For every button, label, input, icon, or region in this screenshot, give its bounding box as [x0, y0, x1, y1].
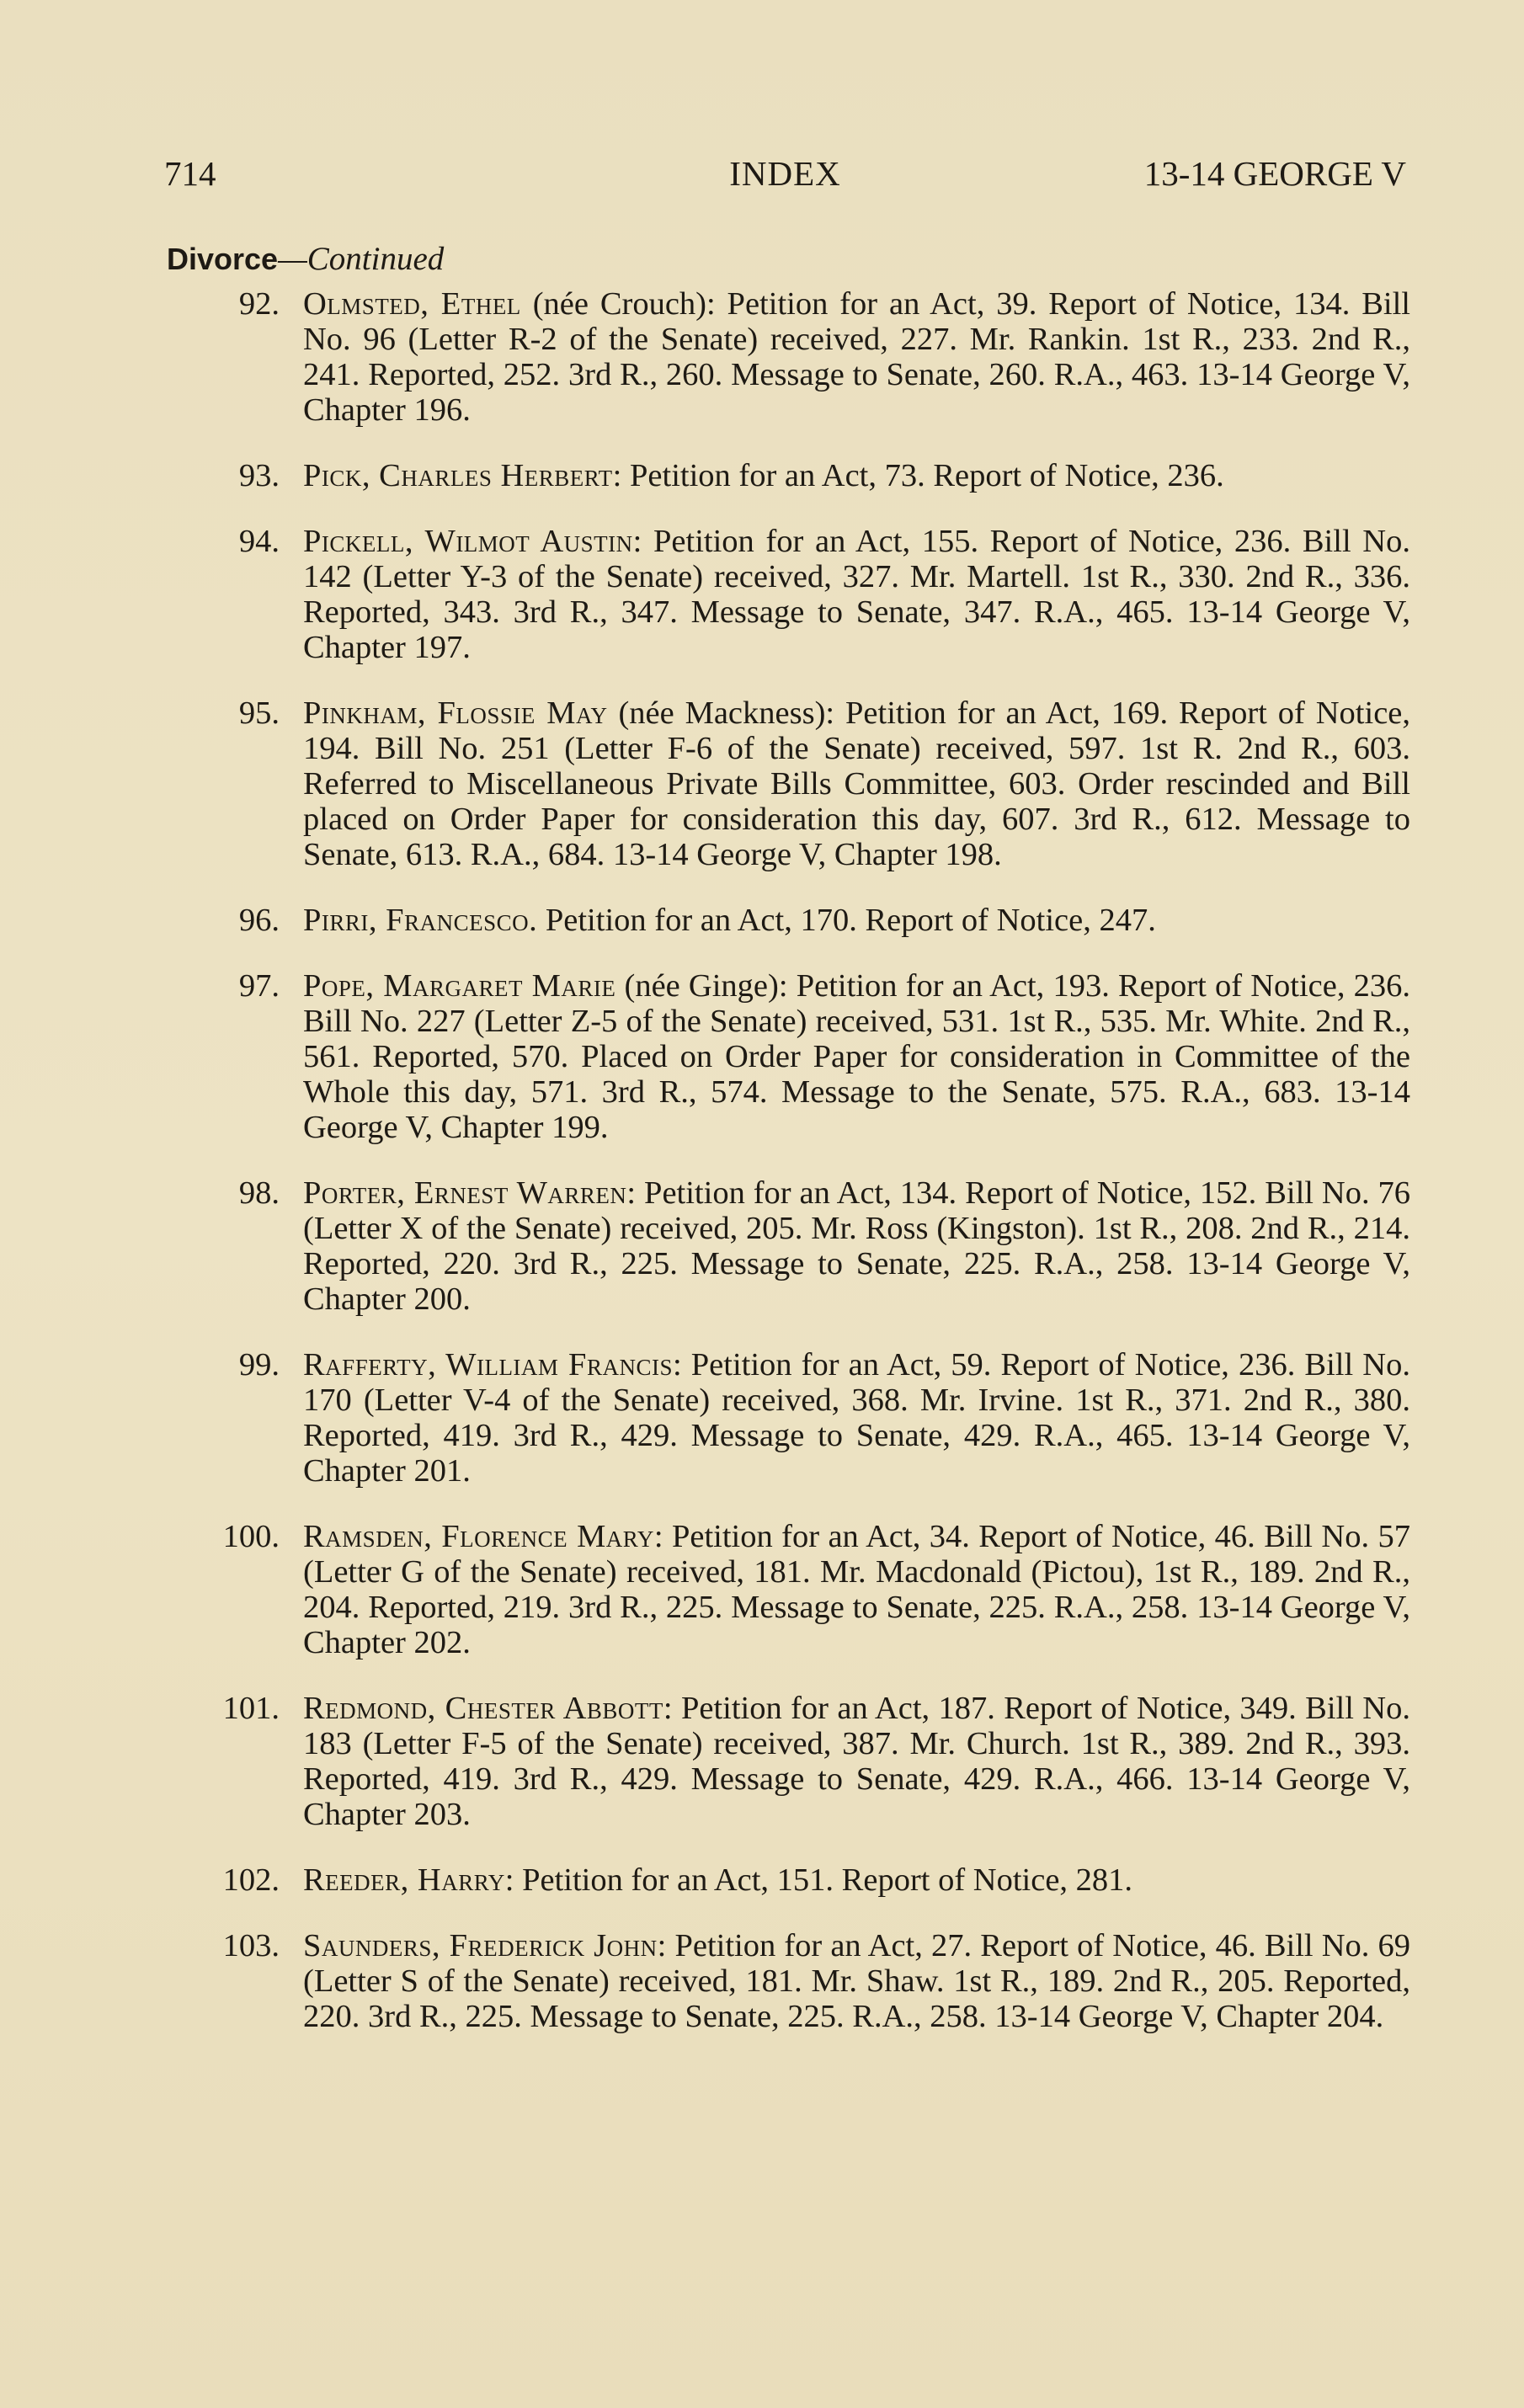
index-entry [168, 1519, 1410, 1660]
index-entry [168, 903, 1410, 938]
section-heading-continued: —Continued [278, 241, 445, 277]
page-title: INDEX [729, 154, 841, 193]
session-label: 13-14 GEORGE V [1143, 154, 1406, 193]
entry-name: Reeder, Harry [303, 1862, 505, 1898]
index-entry [168, 458, 1410, 493]
index-entry [168, 1928, 1410, 2034]
entry-name: Rafferty, William Francis [303, 1347, 673, 1382]
section-heading-title: Divorce [167, 242, 279, 276]
index-entry [168, 968, 1410, 1145]
entry-name: Pick, Charles Herbert [303, 458, 613, 493]
index-entry [168, 695, 1410, 872]
index-entry [168, 1862, 1410, 1898]
entry-name: Pinkham, Flossie May [303, 695, 608, 731]
index-entry [168, 1175, 1410, 1317]
entry-text: : Petition for an Act, 187. Report of Notice, 349. Bill No. 183 (Letter F-5 of the Senate) received, 387. Mr. Church. 1st R., 389. 2nd R., 393. Reported, 419. 3rd R., 429. Message to Senate, 429. R.A., 466. 13-14 George V, Chapter 203. [303, 1691, 1410, 1832]
entry-number: 92. [238, 286, 280, 322]
entry-text: (née Crouch): Petition for an Act, 39. Report of Notice, 134. Bill No. 96 (Letter R-2 of the Senate) received, 227. Mr. Rankin. 1st R., 233. 2nd R., 241. Reported, 252. 3rd R., 260. Message to Senate, 260. R.A., 463. 13-14 George V, Chapter 196. [303, 286, 1410, 428]
entry-number: 94. [238, 524, 280, 559]
entry-name: Pope, Margaret Marie [303, 968, 616, 1004]
entry-name: Ramsden, Florence Mary [303, 1519, 654, 1554]
entry-text: : Petition for an Act, 27. Report of Notice, 46. Bill No. 69 (Letter S of the Senate) received, 181. Mr. Shaw. 1st R., 189. 2nd R., 205. Reported, 220. 3rd R., 225. Message to Senate, 225. R.A., 258. 13-14 George V, Chapter 204. [303, 1928, 1410, 2034]
entry-number: 102. [222, 1862, 280, 1898]
index-entry-list [168, 286, 1410, 2064]
index-entry [168, 1347, 1410, 1489]
entry-name: Olmsted, Ethel [303, 286, 521, 322]
entry-text: Petition for an Act, 170. Report of Notice, 247. [537, 903, 1156, 938]
entry-name: Pirri, Francesco. [303, 903, 538, 938]
entry-number: 99. [238, 1347, 280, 1382]
entry-name: Pickell, Wilmot Austin [303, 524, 633, 559]
entry-number: 97. [238, 968, 280, 1004]
entry-text: : Petition for an Act, 34. Report of Notice, 46. Bill No. 57 (Letter G of the Senate) received, 181. Mr. Macdonald (Pictou), 1st R., 189. 2nd R., 204. Reported, 219. 3rd R., 225. Message to Senate, 225. R.A., 258. 13-14 George V, Chapter 202. [303, 1519, 1410, 1660]
entry-number: 98. [238, 1175, 280, 1211]
entry-name: Porter, Ernest Warren [303, 1175, 627, 1211]
entry-text: : Petition for an Act, 59. Report of Notice, 236. Bill No. 170 (Letter V-4 of the Senate) received, 368. Mr. Irvine. 1st R., 371. 2nd R., 380. Reported, 419. 3rd R., 429. Message to Senate, 429. R.A., 465. 13-14 George V, Chapter 201. [303, 1347, 1410, 1489]
entry-text: : Petition for an Act, 73. Report of Notice, 236. [612, 458, 1224, 493]
entry-name: Saunders, Frederick John [303, 1928, 658, 1963]
entry-number: 101. [222, 1691, 280, 1726]
entry-text: : Petition for an Act, 134. Report of Notice, 152. Bill No. 76 (Letter X of the Senate) received, 205. Mr. Ross (Kingston). 1st R., 208. 2nd R., 214. Reported, 220. 3rd R., 225. Message to Senate, 225. R.A., 258. 13-14 George V, Chapter 200. [303, 1175, 1410, 1317]
entry-number: 100. [222, 1519, 280, 1554]
index-entry [168, 286, 1410, 428]
section-heading [167, 240, 444, 278]
running-head [164, 153, 1406, 195]
entry-name: Redmond, Chester Abbott [303, 1691, 663, 1726]
entry-number: 96. [238, 903, 280, 938]
entry-number: 103. [222, 1928, 280, 1963]
entry-text: : Petition for an Act, 151. Report of Notice, 281. [504, 1862, 1133, 1898]
entry-text: (née Ginge): Petition for an Act, 193. Report of Notice, 236. Bill No. 227 (Letter Z-5 of the Senate) received, 531. 1st R., 535. Mr. White. 2nd R., 561. Reported, 570. Placed on Order Paper for consideration in Committee of the Whole this day, 571. 3rd R., 574. Message to the Senate, 575. R.A., 683. 13-14 George V, Chapter 199. [303, 968, 1411, 1145]
page-number: 714 [164, 154, 216, 193]
entry-number: 93. [238, 458, 280, 493]
index-entry [168, 524, 1410, 665]
entry-text: : Petition for an Act, 155. Report of Notice, 236. Bill No. 142 (Letter Y-3 of the Senate) received, 327. Mr. Martell. 1st R., 330. 2nd R., 336. Reported, 343. 3rd R., 347. Message to Senate, 347. R.A., 465. 13-14 George V, Chapter 197. [303, 524, 1410, 665]
index-entry [168, 1691, 1410, 1832]
entry-number: 95. [238, 695, 280, 731]
entry-text: (née Mackness): Petition for an Act, 169. Report of Notice, 194. Bill No. 251 (Letter F-6 of the Senate) received, 597. 1st R. 2nd R., 603. Referred to Miscellaneous Private Bills Committee, 603. Order rescinded and Bill placed on Order Paper for consideration this day, 607. 3rd R., 612. Message to Senate, 613. R.A., 684. 13-14 George V, Chapter 198. [303, 695, 1410, 872]
